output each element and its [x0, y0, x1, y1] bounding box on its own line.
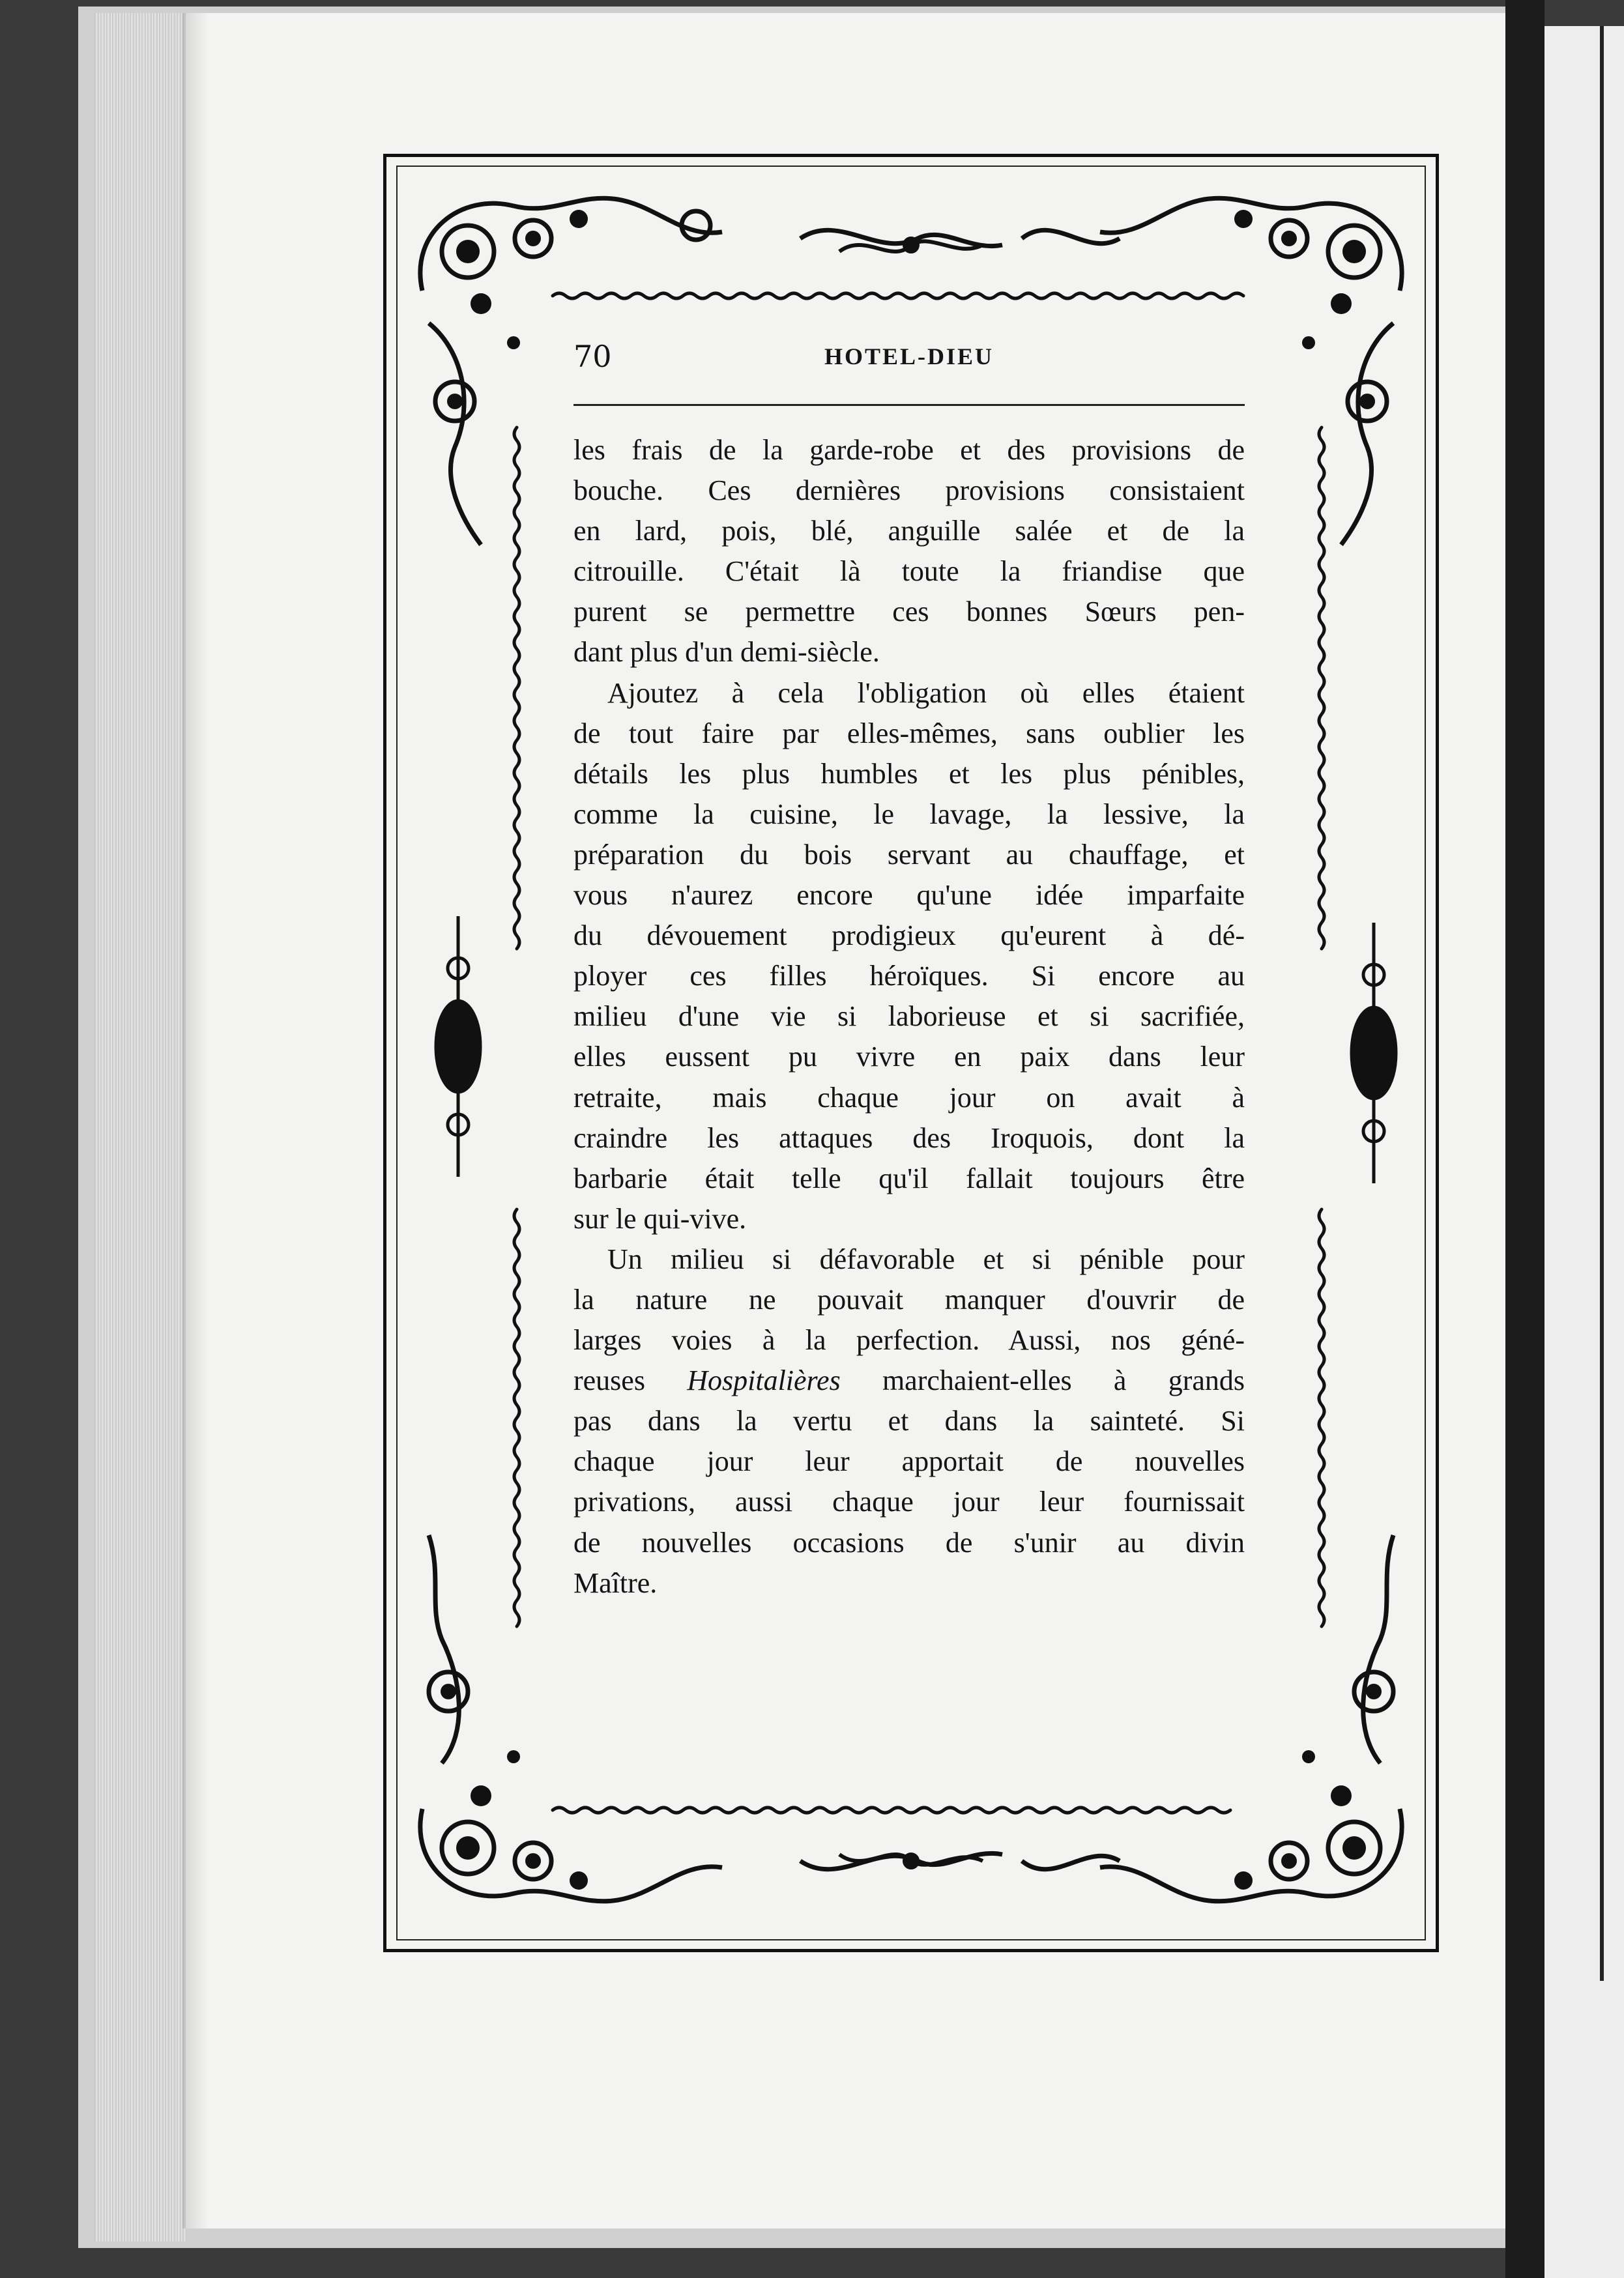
book-gutter [1505, 0, 1544, 2278]
text-line: préparation du bois servant au chauffage, et [573, 838, 1245, 871]
text-line: barbarie était telle qu'il fallait toujours être [573, 1162, 1245, 1194]
page-stack-edge [94, 13, 186, 2242]
text-line: les frais de la garde-robe et des provisions de [573, 434, 1245, 466]
body-text [573, 430, 1245, 1604]
text-line: détails les plus humbles et les plus pénibles, [573, 757, 1245, 790]
text-line: chaque jour leur apportait de nouvelles [573, 1445, 1245, 1478]
right-wavy-rule [1319, 427, 1324, 1626]
text-fragment: reuses [573, 1364, 645, 1397]
running-head: HOTEL-DIEU [824, 343, 994, 369]
text-line: de tout faire par elles-mêmes, sans oublier les [573, 717, 1245, 749]
text-line: la nature ne pouvait manquer d'ouvrir de [573, 1283, 1245, 1316]
left-side-medallion [436, 916, 480, 1177]
paragraph-2 [573, 673, 1245, 1239]
bottom-wavy-rule [553, 1808, 1230, 1813]
text-line: purent se permettre ces bonnes Sœurs pen- [573, 596, 1245, 628]
text-line: craindre les attaques des Iroquois, dont la [573, 1121, 1245, 1154]
text-line: Ajoutez à cela l'obligation où elles étaient [607, 676, 1245, 709]
text-line: milieu d'une vie si laborieuse et si sacrifiée, [573, 1000, 1245, 1033]
text-line: retraite, mais chaque jour on avait à [573, 1081, 1245, 1114]
italic-term: Hospitalières [687, 1364, 841, 1397]
text-line: sur le qui-vive. [573, 1202, 747, 1235]
left-wavy-rule [514, 427, 519, 1626]
top-wavy-rule [553, 293, 1243, 298]
right-side-medallion [1352, 923, 1396, 1183]
text-line: Un milieu si défavorable et si pénible pour [607, 1243, 1245, 1275]
header-rule [573, 404, 1245, 406]
text-fragment: marchaient-elles à grands [882, 1364, 1245, 1397]
corner-ornament-top-left-fill [447, 210, 588, 409]
text-line: comme la cuisine, le lavage, la lessive, la [573, 798, 1245, 830]
text-line: bouche. Ces dernières provisions consistaient [573, 474, 1245, 507]
text-line-mixed [573, 1361, 1245, 1401]
text-line: privations, aussi chaque jour leur fournissait [573, 1486, 1245, 1518]
text-line: elles eussent pu vivre en paix dans leur [573, 1041, 1245, 1073]
text-line: de nouvelles occasions de s'unir au divin [573, 1526, 1245, 1559]
page-shadow [182, 13, 209, 2228]
paragraph-3 [573, 1239, 1245, 1604]
text-line: Maître. [573, 1566, 658, 1599]
text-line: du dévouement prodigieux qu'eurent à dé- [573, 919, 1245, 952]
facing-page-frame-line [1600, 26, 1604, 1981]
paragraph-1 [573, 430, 1245, 673]
text-line: dant plus d'un demi-siècle. [573, 636, 880, 669]
page-number: 70 [573, 339, 612, 374]
text-line: citrouille. C'était là toute la friandise que [573, 555, 1245, 588]
text-line: en lard, pois, blé, anguille salée et de la [573, 515, 1245, 547]
text-line: larges voies à la perfection. Aussi, nos géné- [573, 1324, 1245, 1357]
facing-page [1544, 26, 1624, 2278]
text-line: vous n'aurez encore qu'une idée imparfaite [573, 879, 1245, 912]
text-line: pas dans la vertu et dans la sainteté. Si [573, 1405, 1245, 1437]
text-line: ployer ces filles héroïques. Si encore au [573, 960, 1245, 992]
